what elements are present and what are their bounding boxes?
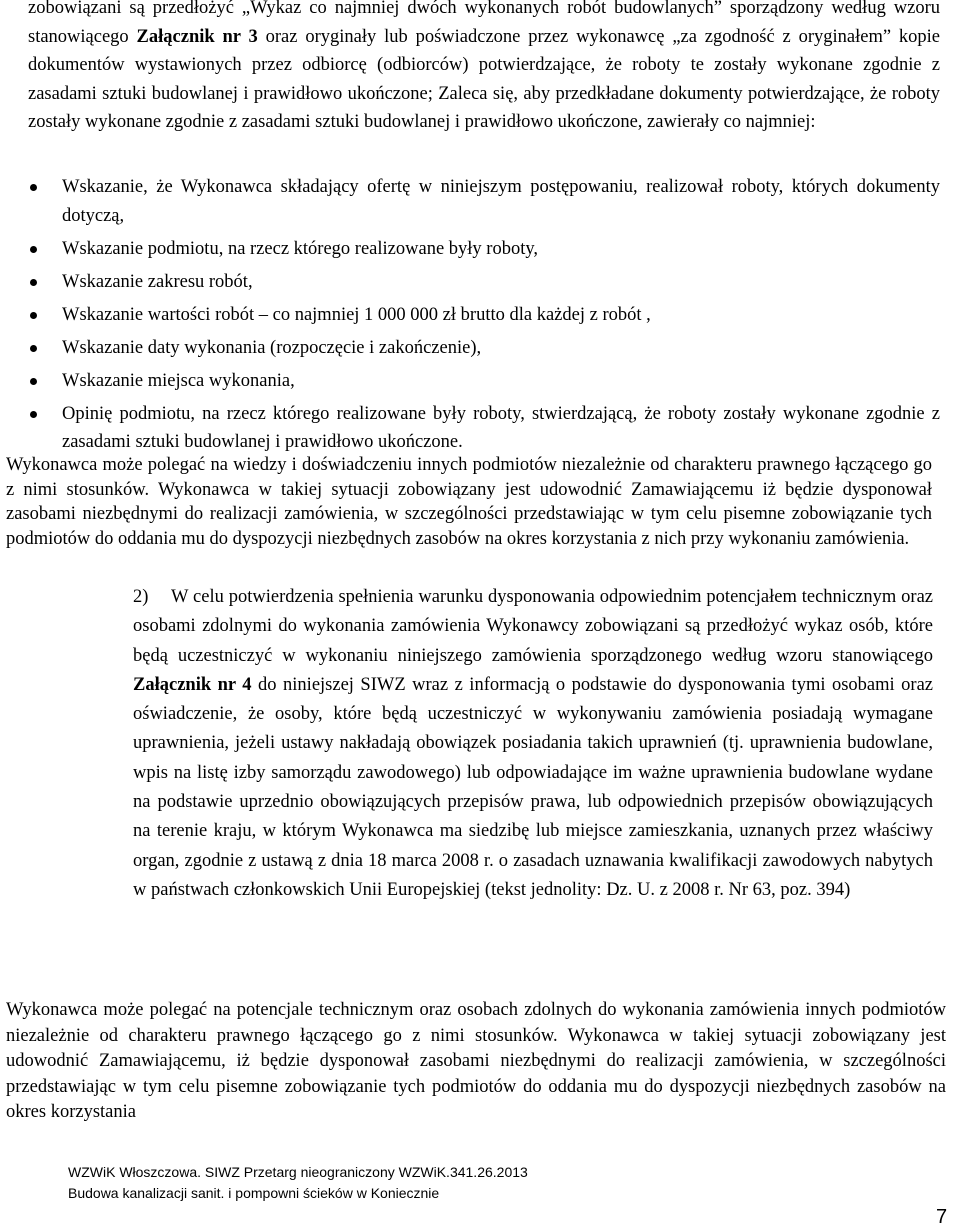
list-item: [28, 173, 940, 230]
page-number: 7: [936, 1206, 948, 1228]
list-item: [28, 367, 940, 396]
bottom-paragraph: Wykonawca może polegać na potencjale technicznym oraz osobach zdolnych do wykonania zamówienia innych podmiotów niezależnie od charakteru prawnego łączącego go z nimi stosunków. Wykonawca w takiej sytuacji zobowiązany jest udowodnić Zamawiającemu, iż będzie dysponował zasobami niezbędnymi do realizacji zamówienia, w szczególności przedstawiając w tym celu pisemne zobowiązanie tych podmiotów do oddania mu do dyspozycji niezbędnych zasobów na okres korzystania: [6, 1000, 946, 1122]
numbered-item-2: [133, 583, 933, 905]
bullet-icon: [30, 279, 37, 286]
page-footer: [68, 1162, 768, 1204]
list-item-text: Wskazanie miejsca wykonania,: [62, 370, 295, 391]
attachment-3-reference: Załącznik nr 3: [136, 26, 258, 47]
attachment-4-reference: Załącznik nr 4: [133, 674, 252, 695]
footer-line-1: WZWiK Włoszczowa. SIWZ Przetarg nieograniczony WZWiK.341.26.2013: [68, 1164, 528, 1180]
list-item: [28, 301, 940, 330]
bullet-icon: [30, 345, 37, 352]
footer-line-2: Budowa kanalizacji sanit. i pompowni ścieków w Koniecznie: [68, 1185, 440, 1201]
list-item-text: Wskazanie zakresu robót,: [62, 271, 253, 292]
middle-paragraph: Wykonawca może polegać na wiedzy i doświadczeniu innych podmiotów niezależnie od charakteru prawnego łączącego go z nimi stosunków. Wykonawca w takiej sytuacji zobowiązany jest udowodnić Zamawiającemu iż będzie dysponował zasobami niezbędnymi do realizacji zamówienia, w szczególności przedstawiając w tym celu pisemne zobowiązanie tych podmiotów do oddania mu do dyspozycji niezbędnych zasobów na okres korzystania z nich przy wykonaniu zamówienia.: [6, 455, 932, 549]
bullet-icon: [30, 378, 37, 385]
bullet-icon: [30, 246, 37, 253]
list-item: [28, 334, 940, 363]
list-item-text: Wskazanie, że Wykonawca składający ofertę w niniejszym postępowaniu, realizował roboty, których dokumenty dotyczą,: [62, 177, 940, 226]
bullet-icon: [30, 411, 37, 418]
list-item: [28, 268, 940, 297]
numbered-item-body: [133, 583, 933, 905]
bullet-icon: [30, 312, 37, 319]
list-item-text: Wskazanie daty wykonania (rozpoczęcie i zakończenie),: [62, 337, 482, 358]
item-number: 2): [133, 587, 149, 607]
bullet-icon: [30, 184, 37, 191]
list-item-text: Wskazanie wartości robót – co najmniej 1 000 000 zł brutto dla każdej z robót ,: [62, 304, 651, 325]
list-item: [28, 235, 940, 264]
list-item-text: Opinię podmiotu, na rzecz którego realizowane były roboty, stwierdzającą, że roboty zostały wykonane zgodnie z zasadami sztuki budowlanej i prawidłowo ukończone.: [62, 403, 940, 452]
numbered-item-text-2: do niniejszej SIWZ wraz z informacją o podstawie do dysponowania tymi osobami oraz oświadczenie, że osoby, które będą uczestniczyć w wykonywaniu zamówienia posiadają wymagane uprawnienia, jeżeli ustawy nakładają obowiązek posiadania takich uprawnień (tj. uprawnienia budowlane, wpis na listę izby samorządu zawodowego) lub odpowiadające im ważne uprawnienia budowlane wydane na podstawie uprzednio obowiązujących przepisów prawa, lub odpowiednich przepisów obowiązujących na terenie kraju, w którym Wykonawca ma siedzibę lub miejsce zamieszkania, uznanych przez właściwy organ, zgodnie z ustawą z dnia 18 marca 2008 r. o zasadach uznawania kwalifikacji zawodowych nabytych w państwach członkowskich Unii Europejskiej (tekst jednolity: Dz. U. z 2008 r. Nr 63, poz. 394): [133, 674, 933, 900]
list-item-text: Wskazanie podmiotu, na rzecz którego realizowane były roboty,: [62, 238, 539, 259]
numbered-item-text-1: W celu potwierdzenia spełnienia warunku dysponowania odpowiednim potencjałem technicznym oraz osobami zdolnymi do wykonania zamówienia Wykonawcy zobowiązani są przedłożyć wykaz osób, które będą uczestniczyć w wykonaniu niniejszego zamówienia sporządzonego według wzoru stanowiącego: [133, 587, 933, 666]
top-paragraph-text-1: zobowiązani są przedłożyć „Wykaz co najmniej dwóch wykonanych robót budowlanych” sporządzony według wzoru stanowiącego: [28, 0, 940, 47]
list-item: [28, 400, 940, 457]
top-paragraph: [28, 0, 940, 137]
requirements-bullet-list: [28, 173, 940, 461]
top-paragraph-text-2: oraz oryginały lub poświadczone przez wykonawcę „za zgodność z oryginałem” kopie dokumentów wystawionych przez odbiorcę (odbiorców) potwierdzające, że roboty te zostały wykonane zgodnie z zasadami sztuki budowlanej i prawidłowo ukończone; Zaleca się, aby przedkładane dokumenty potwierdzające, że roboty zostały wykonane zgodnie z zasadami sztuki budowlanej i prawidłowo ukończone, zawierały co najmniej:: [28, 26, 940, 132]
